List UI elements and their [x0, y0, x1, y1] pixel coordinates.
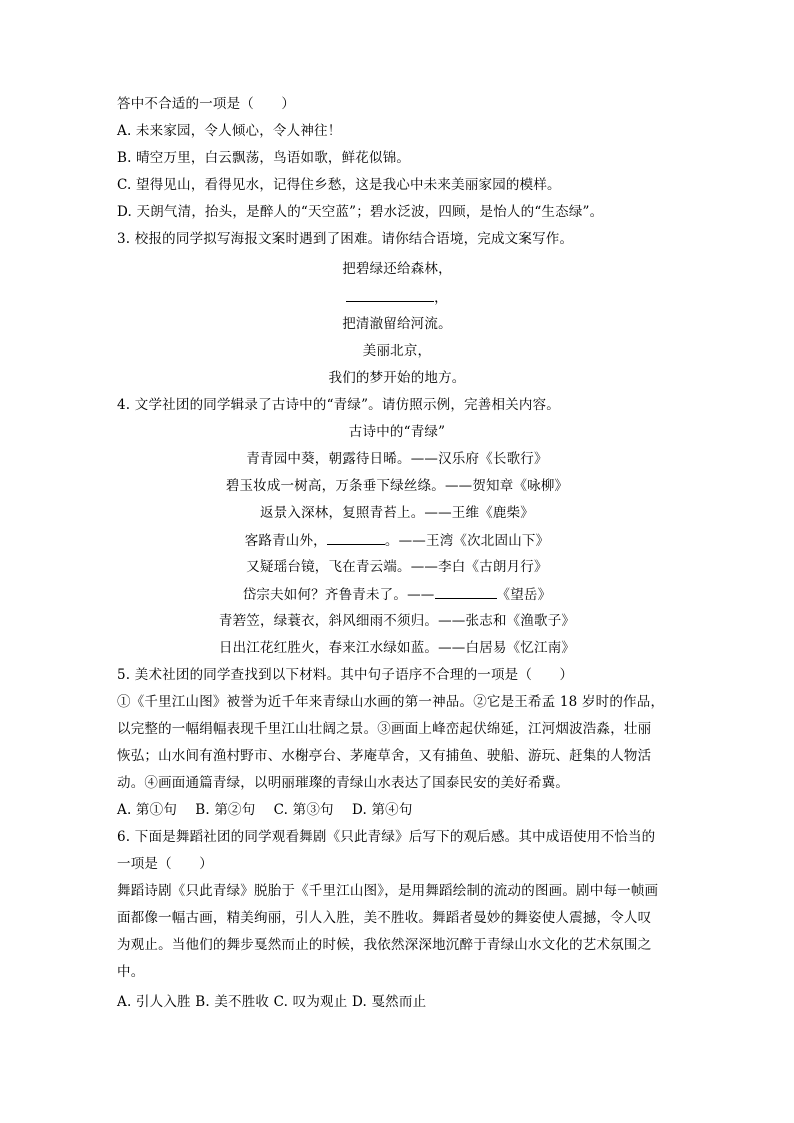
q4-line-6-suffix: 《望岳》 — [496, 587, 552, 603]
q4-line-6-prefix: 岱宗夫如何？齐鲁青未了。—— — [242, 587, 435, 603]
q4-line-4-blank[interactable] — [327, 530, 385, 545]
q3-poem-line-3: 把清澈留给河流。 — [342, 316, 452, 332]
q4-title: 古诗中的“青绿” — [348, 424, 446, 440]
q4-poem-line-3: 返景入深林，复照青苔上。——王维《鹿柴》 — [260, 505, 534, 521]
q3-answer-blank[interactable] — [346, 287, 434, 302]
q6-stem-line-2: 一项是（ ） — [117, 856, 213, 872]
q3-stem: 3. 校报的同学拟写海报文案时遇到了困难。请你结合语境，完成文案写作。 — [117, 231, 574, 247]
q3-poem-line-1: 把碧绿还给森林， — [342, 261, 452, 277]
q5-passage-line-1: ①《千里江山图》被誉为近千年来青绿山水画的第一神品。②它是王希孟 18 岁时的作品， — [117, 694, 665, 710]
q2-option-c: C. 望得见山，看得见水，记得住乡愁，这是我心中未来美丽家园的模样。 — [117, 177, 561, 193]
q3-poem-line-4: 美丽北京， — [362, 343, 432, 359]
q4-line-4-prefix: 客路青山外， — [244, 533, 327, 549]
q6-passage-line-2: 面都像一幅古画，精美绚丽，引人入胜，美不胜收。舞蹈者曼妙的舞姿使人震撼，令人叹 — [117, 910, 652, 926]
q6-options: A. 引人入胜 B. 美不胜收 C. 叹为观止 D. 戛然而止 — [117, 994, 427, 1010]
q4-line-6-blank[interactable] — [435, 584, 497, 599]
q5-passage-line-3: 恢弘；山水间有渔村野市、水榭亭台、茅庵草舍，又有捕鱼、驶船、游玩、赶集的人物活 — [117, 748, 652, 764]
q4-poem-line-8: 日出江花红胜火，春来江水绿如蓝。——白居易《忆江南》 — [218, 640, 576, 656]
q2-stem: 答中不合适的一项是（ ） — [117, 96, 296, 112]
q4-stem: 4. 文学社团的同学辑录了古诗中的“青绿”。请仿照示例，完善相关内容。 — [117, 397, 560, 413]
q5-options: A. 第①句 B. 第②句 C. 第③句 D. 第④句 — [117, 802, 413, 818]
q6-passage-line-1: 舞蹈诗剧《只此青绿》脱胎于《千里江山图》，是用舞蹈绘制的流动的图画。剧中每一帧画 — [117, 883, 659, 899]
q5-passage-line-2: 以完整的一幅绢幅表现千里江山壮阔之景。③画面上峰峦起伏绵延，江河烟波浩淼，壮丽 — [117, 721, 652, 737]
q4-poem-line-6 — [0, 584, 794, 605]
q4-poem-line-4 — [0, 530, 794, 551]
q2-option-b: B. 晴空万里，白云飘荡，鸟语如歌，鲜花似锦。 — [117, 150, 411, 166]
q5-passage-line-4: 动。④画面通篇青绿，以明丽璀璨的青绿山水表达了国泰民安的美好希冀。 — [117, 775, 570, 791]
q2-option-a: A. 未来家园，令人倾心，令人神往！ — [117, 123, 342, 139]
q5-stem: 5. 美术社团的同学查找到以下材料。其中句子语序不合理的一项是（ ） — [117, 667, 574, 683]
q6-stem-line-1: 6. 下面是舞蹈社团的同学观看舞剧《只此青绿》后写下的观后感。其中成语使用不恰当的 — [117, 829, 656, 845]
q4-poem-line-2: 碧玉妆成一树高，万条垂下绿丝绦。——贺知章《咏柳》 — [225, 478, 569, 494]
q6-passage-line-4: 中。 — [117, 964, 145, 980]
q3-poem-line-5: 我们的梦开始的地方。 — [328, 370, 466, 386]
q4-poem-line-1: 青青园中葵，朝露待日晞。——汉乐府《长歌行》 — [246, 451, 548, 467]
q4-poem-line-7: 青箬笠，绿蓑衣，斜风细雨不须归。——张志和《渔歌子》 — [218, 613, 576, 629]
q4-line-4-suffix: 。——王湾《次北固山下》 — [384, 533, 550, 549]
q3-poem-line-2-suffix: ， — [434, 290, 448, 306]
q2-option-d: D. 天朗气清，抬头，是醉人的“天空蓝”；碧水泛波，四顾，是怡人的“生态绿”。 — [117, 204, 604, 220]
q6-passage-line-3: 为观止。当他们的舞步戛然而止的时候，我依然深深地沉醉于青绿山水文化的艺术氛围之 — [117, 937, 652, 953]
q3-poem-line-2 — [0, 287, 794, 308]
q4-poem-line-5: 又疑瑶台镜，飞在青云端。——李白《古朗月行》 — [246, 559, 548, 575]
